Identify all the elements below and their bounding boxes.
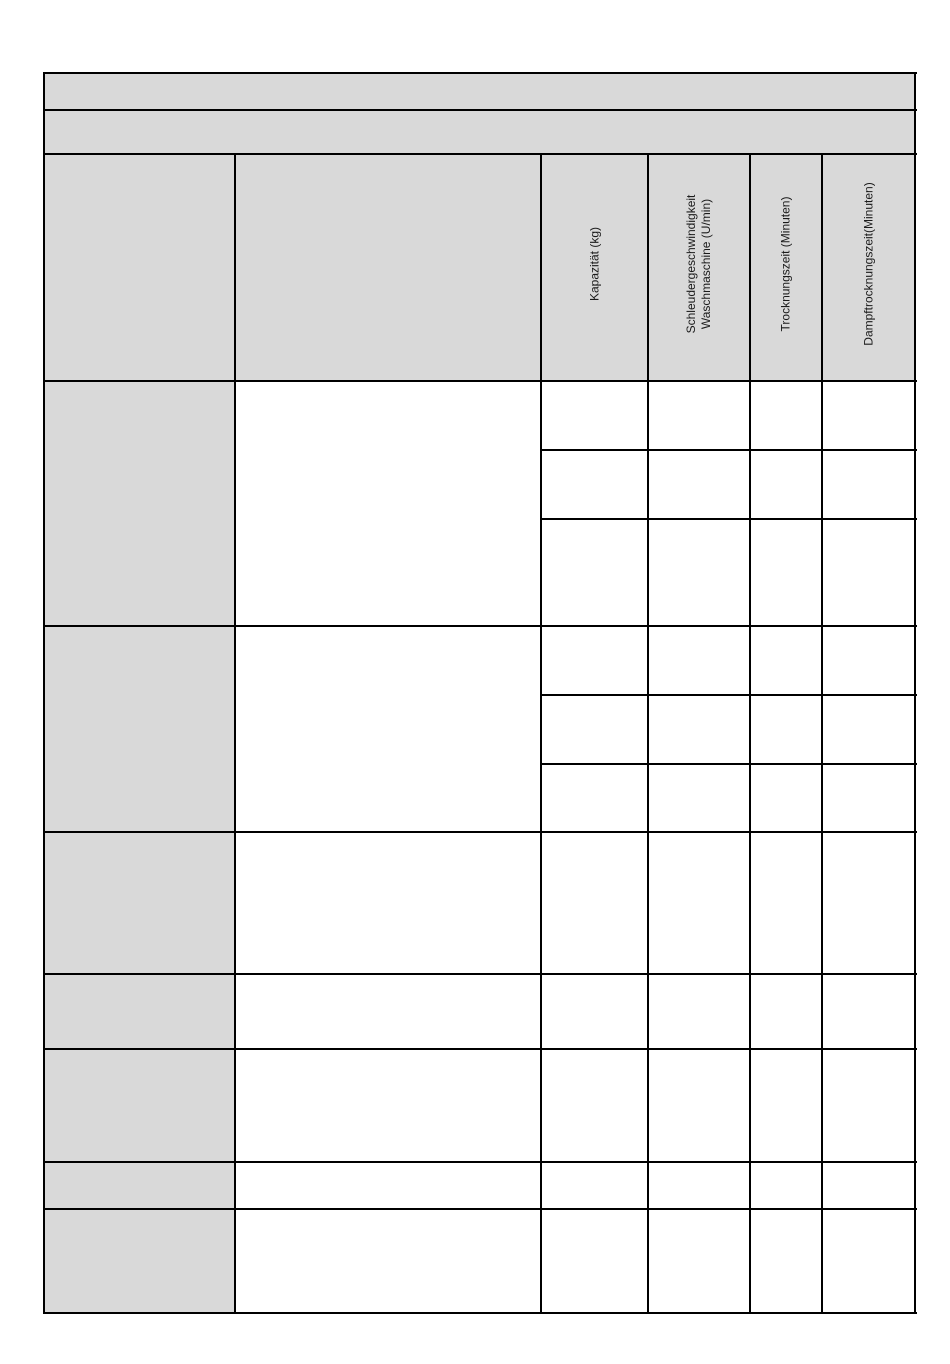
header-steam-drying-time: Dampftrocknungszeit(Minuten)	[861, 182, 876, 346]
header-spin-speed-line2: Waschmaschine (U/min)	[699, 198, 713, 330]
rule-subrow	[540, 694, 917, 696]
header-spin-speed-line1: Schleudergeschwindigkeit	[684, 194, 698, 334]
rule-title-bottom	[43, 109, 917, 111]
header-capacity: Kapazität (kg)	[587, 226, 602, 302]
rule-col-drying	[821, 153, 823, 1314]
rule-group6-bottom	[43, 1208, 917, 1210]
rule-group3-bottom	[43, 973, 917, 975]
subtitle-row-bg	[44, 110, 916, 154]
program-column-bg	[44, 382, 235, 1314]
rule-left	[43, 72, 45, 1314]
rule-group1-bottom	[43, 625, 917, 627]
rule-top	[43, 72, 917, 74]
header-drying-time: Trocknungszeit (Minuten)	[778, 196, 793, 332]
rule-subrow	[540, 763, 917, 765]
rule-subtitle-bottom	[43, 153, 917, 155]
rule-col-capacity	[647, 153, 649, 1314]
rule-subrow	[540, 449, 917, 451]
rule-group2-bottom	[43, 831, 917, 833]
rule-right	[914, 72, 916, 1314]
rule-col-spin	[749, 153, 751, 1314]
title-row-bg	[44, 73, 916, 110]
rule-col-description	[540, 153, 542, 1314]
rule-subrow	[540, 518, 917, 520]
header-spin-speed	[684, 195, 714, 334]
rule-bottom	[43, 1312, 917, 1314]
rule-group5-bottom	[43, 1161, 917, 1163]
rule-group4-bottom	[43, 1048, 917, 1050]
rule-col-program	[234, 153, 236, 1314]
rule-header-bottom	[43, 380, 917, 382]
